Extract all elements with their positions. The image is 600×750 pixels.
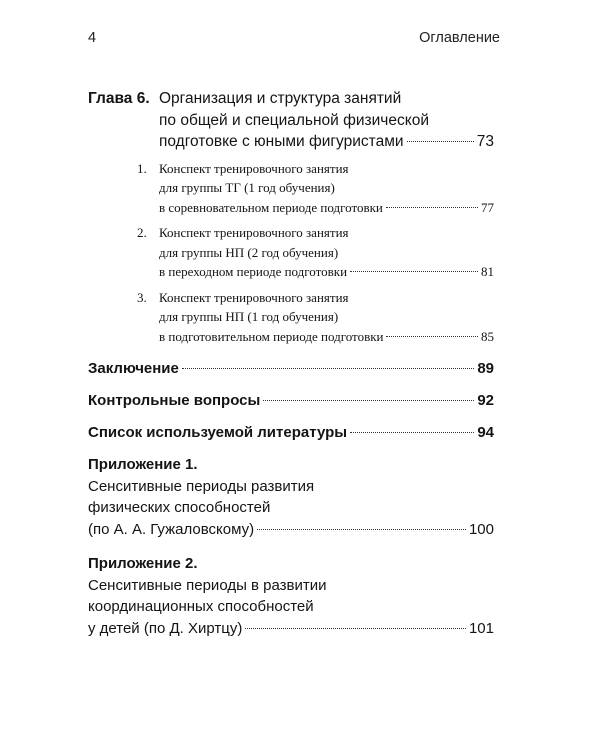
section-title: Список используемой литературы — [88, 424, 348, 441]
dot-leader — [182, 368, 474, 369]
chapter-title-line: Организация и структура занятий — [159, 90, 402, 107]
appendix-page-number: 101 — [468, 619, 494, 637]
subsection-title-line: Конспект тренировочного занятия — [159, 225, 349, 240]
subsection-number: 2. — [137, 225, 147, 240]
dot-leader — [407, 141, 474, 142]
dot-leader — [257, 529, 466, 530]
subsection-title-line: для группы НП (1 год обучения) — [159, 309, 339, 324]
appendix-heading: Приложение 1. — [88, 456, 198, 473]
toc-subsection-3[interactable] — [88, 288, 494, 347]
subsection-page-number: 81 — [481, 264, 494, 279]
dot-leader — [350, 432, 474, 433]
toc-subsection-1[interactable] — [88, 159, 494, 218]
appendix-title-line: у детей (по Д. Хиртцу) — [88, 619, 243, 637]
subsection-number: 1. — [137, 160, 147, 176]
chapter-page-number: 73 — [476, 133, 494, 150]
dot-leader — [386, 207, 478, 208]
toc-section-references[interactable] — [88, 422, 494, 444]
dot-leader — [263, 400, 474, 401]
appendix-heading: Приложение 2. — [88, 555, 198, 572]
section-title: Заключение — [88, 360, 179, 377]
appendix-title-line: Сенситивные периоды развития — [88, 477, 315, 495]
toc-chapter-6[interactable] — [88, 88, 494, 153]
subsection-number: 3. — [137, 289, 147, 305]
toc-section-control-questions[interactable] — [88, 390, 494, 412]
subsection-title-line: в переходном периоде подготовки — [159, 264, 348, 279]
subsection-title-line: для группы ТГ (1 год обучения) — [159, 180, 335, 195]
section-page-number: 89 — [477, 360, 494, 377]
toc-appendix-1[interactable] — [88, 454, 494, 540]
toc-appendix-2[interactable] — [88, 553, 494, 639]
running-title: Оглавление — [419, 30, 500, 46]
subsection-title-line: Конспект тренировочного занятия — [159, 289, 349, 305]
appendix-title-line: (по А. А. Гужаловскому) — [88, 520, 255, 538]
subsection-title-line: Конспект тренировочного занятия — [159, 160, 349, 176]
subsection-title-line: в соревновательном периоде подготовки — [159, 199, 383, 215]
dot-leader — [245, 628, 466, 629]
subsection-page-number: 77 — [481, 199, 494, 215]
chapter-title-line: по общей и специальной физической — [159, 111, 429, 129]
toc-section-conclusion[interactable] — [88, 358, 494, 380]
section-page-number: 92 — [477, 392, 494, 409]
subsection-title-line: для группы НП (2 год обучения) — [159, 244, 339, 260]
appendix-title-line: координационных способностей — [88, 598, 314, 615]
page-number: 4 — [88, 30, 97, 46]
section-title: Контрольные вопросы — [88, 392, 261, 409]
chapter-label: Глава 6. — [88, 90, 150, 107]
subsection-page-number: 85 — [481, 328, 494, 344]
toc-subsection-2[interactable] — [88, 223, 494, 282]
appendix-page-number: 100 — [468, 520, 494, 538]
appendix-title-line: Сенситивные периоды в развитии — [88, 576, 327, 594]
dot-leader — [386, 336, 478, 337]
table-of-contents — [88, 88, 494, 639]
appendix-title-line: физических способностей — [88, 499, 271, 516]
section-page-number: 94 — [477, 424, 494, 441]
subsection-title-line: в подготовительном периоде подготовки — [159, 328, 384, 344]
dot-leader — [350, 271, 478, 272]
chapter-title-line: подготовке с юными фигуристами — [159, 133, 404, 150]
